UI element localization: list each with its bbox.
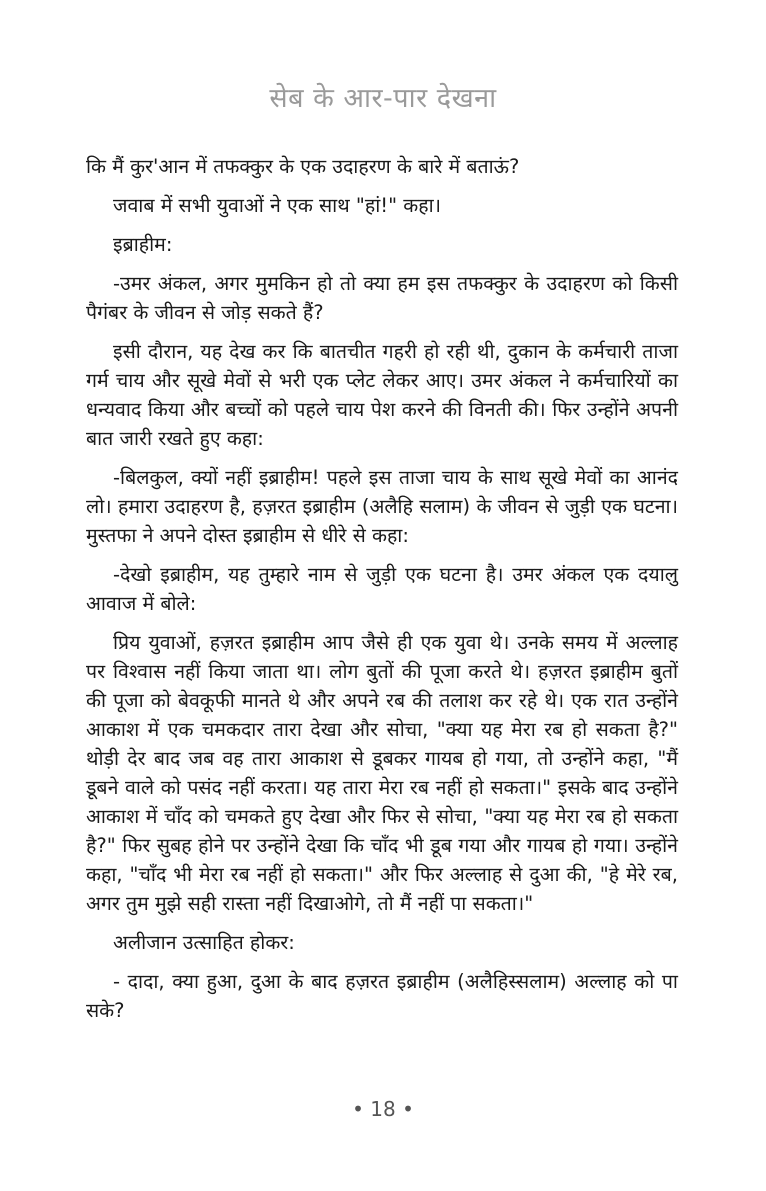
paragraph: - दादा, क्या हुआ, दुआ के बाद हज़रत इब्राहीम (अलैहिस्सलाम) अल्लाह को पा सके? bbox=[86, 970, 678, 1022]
running-header: सेब के आर-पार देखना bbox=[269, 83, 497, 114]
paragraph: कि मैं कुर'आन में तफक्कुर के एक उदाहरण के बारे में बताऊं? bbox=[86, 155, 520, 178]
page-number: • 18 • bbox=[352, 1097, 414, 1121]
paragraph: प्रिय युवाओं, हज़रत इब्राहीम आप जैसे ही एक युवा थे। उनके समय में अल्लाह पर विश्वास नहीं किया जाता था। लोग बुतों की पूजा करते थे। हज़रत इब्राहीम बुतों की पूजा को बेवकूफी मानते थे और अपने रब की तलाश कर रहे थे। एक रात उन्होंने आकाश में एक चमकदार तारा देखा और सोचा, "क्या यह मेरा रब हो सकता है?" थोड़ी देर बाद जब वह तारा आकाश से डूबकर गायब हो गया, तो उन्होंने कहा, "मैं डूबने वाले को पसंद नहीं करता। यह तारा मेरा रब नहीं हो सकता।" इसके बाद उन्होंने आकाश में चाँद को चमकते हुए देखा और फिर से सोचा, "क्या यह मेरा रब हो सकता है?" फिर सुबह होने पर उन्होंने देखा कि चाँद भी डूब गया और गायब हो गया। उन्होंने कहा, "चाँद भी मेरा रब नहीं हो सकता।" और फिर अल्लाह से दुआ की, "हे मेरे रब, अगर तुम मुझे सही रास्ता नहीं दिखाओगे, तो मैं नहीं पा सकता।" bbox=[86, 631, 678, 915]
page-body bbox=[86, 152, 678, 1035]
paragraph: -उमर अंकल, अगर मुमकिन हो तो क्या हम इस तफक्कुर के उदाहरण को किसी पैगंबर के जीवन से जोड़ सकते हैं? bbox=[86, 272, 678, 324]
paragraph: इब्राहीम: bbox=[113, 233, 173, 256]
paragraph: इसी दौरान, यह देख कर कि बातचीत गहरी हो रही थी, दुकान के कर्मचारी ताजा गर्म चाय और सूखे मेवों से भरी एक प्लेट लेकर आए। उमर अंकल ने कर्मचारियों का धन्यवाद किया और बच्चों को पहले चाय पेश करने की विनती की। फिर उन्होंने अपनी बात जारी रखते हुए कहा: bbox=[86, 340, 678, 450]
paragraph: -बिलकुल, क्यों नहीं इब्राहीम! पहले इस ताजा चाय के साथ सूखे मेवों का आनंद लो। हमारा उदाहरण है, हज़रत इब्राहीम (अलैहि सलाम) के जीवन से जुड़ी एक घटना। मुस्तफा ने अपने दोस्त इब्राहीम से धीरे से कहा: bbox=[86, 466, 678, 547]
paragraph: अलीजान उत्साहित होकर: bbox=[113, 931, 295, 954]
paragraph: जवाब में सभी युवाओं ने एक साथ "हां!" कहा। bbox=[113, 194, 442, 217]
paragraph: -देखो इब्राहीम, यह तुम्हारे नाम से जुड़ी एक घटना है। उमर अंकल एक दयालु आवाज में बोले: bbox=[86, 563, 678, 615]
